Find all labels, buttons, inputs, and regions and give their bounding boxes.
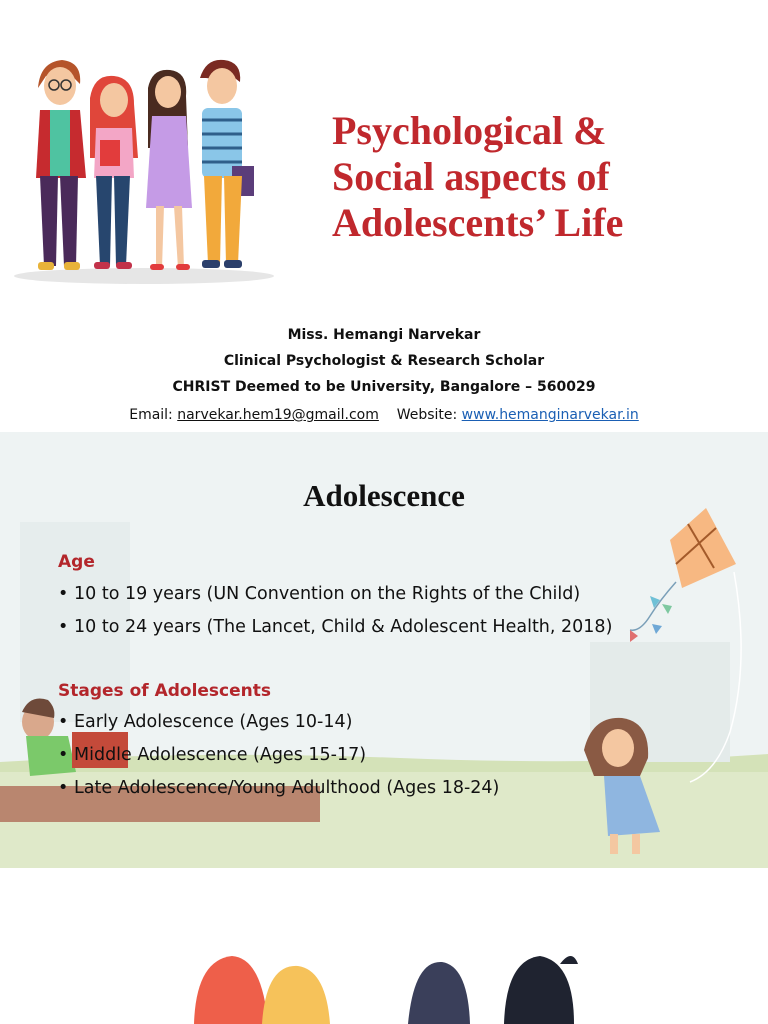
author-affiliation: CHRIST Deemed to be University, Bangalore – 560029 bbox=[172, 379, 596, 395]
next-slide-partial bbox=[0, 868, 768, 1024]
list-item bbox=[58, 584, 580, 604]
website-label: Website: bbox=[396, 407, 458, 423]
section-title-stages: Stages of Adolescents bbox=[58, 681, 272, 701]
title-line: Social aspects of bbox=[332, 154, 610, 199]
list-item bbox=[58, 712, 352, 732]
bullet: • bbox=[58, 584, 69, 604]
teen-girl-red-hair bbox=[90, 76, 138, 269]
section-title-age: Age bbox=[58, 552, 95, 572]
list-item bbox=[58, 617, 612, 637]
presentation-title bbox=[332, 108, 752, 246]
title-line: Psychological & bbox=[332, 108, 607, 153]
list-item-text: 10 to 19 years (UN Convention on the Rights of the Child) bbox=[74, 584, 581, 604]
title-slide bbox=[0, 0, 768, 432]
teen-girl-purple-dress bbox=[146, 70, 192, 270]
contact-line bbox=[0, 407, 768, 423]
teen-boy-striped bbox=[200, 60, 254, 268]
bullet: • bbox=[58, 778, 69, 798]
list-item-text: 10 to 24 years (The Lancet, Child & Adolescent Health, 2018) bbox=[74, 617, 613, 637]
title-line: Adolescents’ Life bbox=[332, 200, 624, 245]
list-item bbox=[58, 745, 366, 765]
list-item-text: Late Adolescence/Young Adulthood (Ages 18-24) bbox=[74, 778, 500, 798]
bullet: • bbox=[58, 617, 69, 637]
bullet: • bbox=[58, 745, 69, 765]
email-link[interactable]: narvekar.hem19@gmail.com bbox=[177, 407, 379, 423]
author-role: Clinical Psychologist & Research Scholar bbox=[223, 353, 545, 369]
email-label: Email: bbox=[129, 407, 173, 423]
teen-boy-glasses bbox=[36, 60, 86, 270]
list-item-text: Middle Adolescence (Ages 15-17) bbox=[74, 745, 367, 765]
teens-illustration bbox=[10, 48, 278, 288]
list-item-text: Early Adolescence (Ages 10-14) bbox=[74, 712, 353, 732]
bullet: • bbox=[58, 712, 69, 732]
website-link[interactable]: www.hemanginarvekar.in bbox=[461, 407, 639, 423]
kids-heads-illustration bbox=[0, 868, 768, 1024]
adolescence-slide bbox=[0, 432, 768, 868]
slide-heading: Adolescence bbox=[303, 478, 465, 513]
list-item bbox=[58, 778, 499, 798]
author-name: Miss. Hemangi Narvekar bbox=[287, 327, 481, 343]
